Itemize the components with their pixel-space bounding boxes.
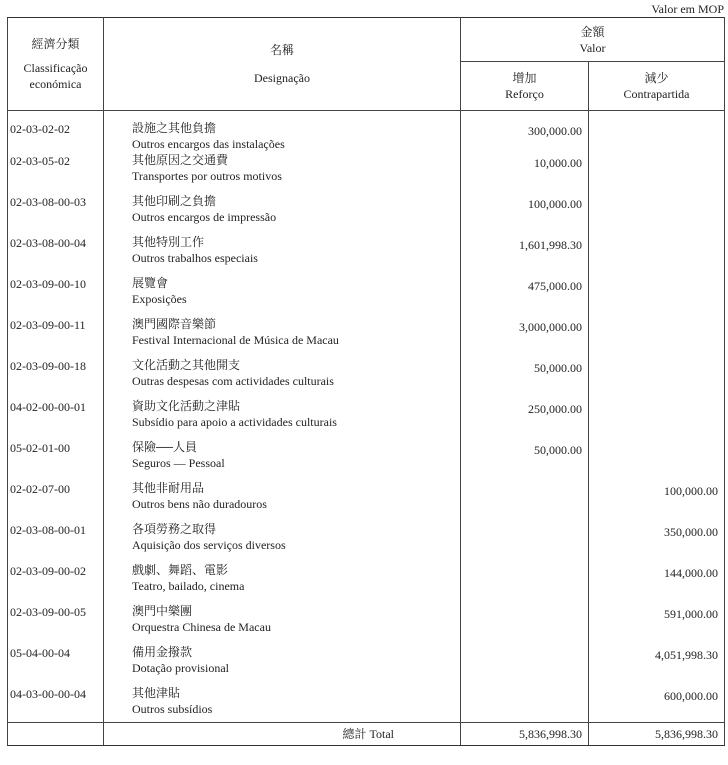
table-row — [8, 193, 725, 234]
table-row — [8, 439, 725, 480]
row-code: 02-03-09-00-05 — [10, 605, 86, 619]
row-decrease — [589, 357, 718, 360]
header-decrease — [589, 62, 725, 111]
row-code: 04-03-00-00-04 — [10, 687, 86, 701]
row-designation-cell — [104, 193, 461, 234]
total-blank-cell — [8, 723, 104, 746]
row-decrease — [589, 120, 718, 123]
row-increase: 10,000.00 — [534, 156, 582, 170]
row-designation-zh: 澳門國際音樂節 — [132, 317, 217, 331]
header-amount-zh: 金額 — [580, 24, 605, 39]
table-row — [8, 152, 725, 193]
row-code: 02-03-05-02 — [10, 154, 70, 168]
row-designation-zh: 資助文化活動之津貼 — [132, 399, 241, 413]
row-designation-cell — [104, 111, 461, 153]
row-designation-zh: 備用金撥款 — [132, 645, 193, 659]
row-code-cell — [8, 603, 104, 644]
row-designation-pt: Subsídio para apoio a actividades culturais — [132, 415, 337, 429]
header-increase-zh: 增加 — [512, 71, 537, 85]
row-increase-cell — [461, 439, 589, 480]
row-code-cell — [8, 521, 104, 562]
row-designation-zh: 其他原因之交通費 — [132, 153, 229, 167]
row-increase: 300,000.00 — [528, 124, 582, 138]
row-increase: 475,000.00 — [528, 279, 582, 293]
row-increase — [461, 480, 582, 483]
row-decrease-cell — [589, 152, 725, 193]
total-label: 總計 Total — [104, 723, 461, 746]
header-classification-pt: Classificação económica — [23, 61, 88, 91]
row-designation-pt: Outros trabalhos especiais — [132, 251, 258, 265]
row-designation-cell — [104, 316, 461, 357]
row-code-cell — [8, 193, 104, 234]
row-designation-cell — [104, 234, 461, 275]
row-designation-pt: Outros encargos de impressão — [132, 210, 277, 224]
row-designation-zh: 展覽會 — [132, 276, 169, 290]
row-designation-cell — [104, 398, 461, 439]
row-decrease — [589, 439, 718, 442]
row-designation-cell — [104, 521, 461, 562]
row-decrease-cell — [589, 521, 725, 562]
row-code: 02-03-08-00-04 — [10, 236, 86, 250]
row-code: 02-02-07-00 — [10, 482, 70, 496]
row-decrease-cell — [589, 398, 725, 439]
row-designation-pt: Transportes por outros motivos — [132, 169, 282, 183]
row-increase — [461, 685, 582, 688]
row-designation-zh: 文化活動之其他開支 — [132, 358, 241, 372]
row-decrease-cell — [589, 111, 725, 153]
row-increase-cell — [461, 480, 589, 521]
row-designation-pt: Dotação provisional — [132, 661, 229, 675]
row-increase: 1,601,998.30 — [519, 238, 582, 252]
row-designation-pt: Outros encargos das instalações — [132, 137, 285, 151]
currency-unit-note: Valor em MOP — [651, 2, 724, 16]
row-code-cell — [8, 644, 104, 685]
row-decrease-cell — [589, 234, 725, 275]
row-decrease-cell — [589, 439, 725, 480]
row-designation-zh: 其他津貼 — [132, 686, 181, 700]
row-increase: 100,000.00 — [528, 197, 582, 211]
row-designation-pt: Exposições — [132, 292, 187, 306]
total-decrease: 5,836,998.30 — [589, 723, 725, 746]
row-decrease-cell — [589, 275, 725, 316]
row-designation-zh: 設施之其他負擔 — [132, 121, 217, 135]
row-code-cell — [8, 398, 104, 439]
row-code-cell — [8, 439, 104, 480]
row-decrease-cell — [589, 480, 725, 521]
row-increase — [461, 562, 582, 565]
header-decrease-zh: 減少 — [644, 71, 669, 85]
row-increase — [461, 603, 582, 606]
row-designation-cell — [104, 644, 461, 685]
row-designation-zh: 各項勞務之取得 — [132, 522, 217, 536]
row-decrease — [589, 275, 718, 278]
row-increase-cell — [461, 316, 589, 357]
row-designation-pt: Outros subsídios — [132, 702, 213, 716]
table-row — [8, 398, 725, 439]
row-designation-pt: Outras despesas com actividades culturais — [132, 374, 334, 388]
header-increase — [461, 62, 589, 111]
row-decrease-cell — [589, 562, 725, 603]
row-decrease-cell — [589, 644, 725, 685]
row-decrease: 4,051,998.30 — [655, 648, 718, 662]
table-row — [8, 275, 725, 316]
row-increase-cell — [461, 685, 589, 723]
row-decrease: 144,000.00 — [664, 566, 718, 580]
row-increase: 3,000,000.00 — [519, 320, 582, 334]
row-designation-pt: Orquestra Chinesa de Macau — [132, 620, 271, 634]
row-designation-cell — [104, 439, 461, 480]
row-decrease: 591,000.00 — [664, 607, 718, 621]
row-code: 02-03-09-00-02 — [10, 564, 86, 578]
row-increase-cell — [461, 644, 589, 685]
table-row — [8, 316, 725, 357]
row-designation-zh: 其他非耐用品 — [132, 481, 205, 495]
row-increase-cell — [461, 603, 589, 644]
row-designation-pt: Teatro, bailado, cinema — [132, 579, 245, 593]
row-code-cell — [8, 480, 104, 521]
table-row — [8, 111, 725, 153]
row-designation-cell — [104, 357, 461, 398]
row-decrease-cell — [589, 603, 725, 644]
row-designation-zh: 保險──人員 — [132, 440, 198, 454]
row-increase-cell — [461, 398, 589, 439]
row-designation-cell — [104, 685, 461, 723]
header-classification-zh: 經濟分類 — [31, 37, 80, 51]
row-code: 02-03-09-00-10 — [10, 277, 86, 291]
row-designation-pt: Aquisição dos serviços diversos — [132, 538, 286, 552]
row-decrease — [589, 152, 718, 155]
header-decrease-pt: Contrapartida — [623, 87, 690, 101]
row-code: 04-02-00-00-01 — [10, 400, 86, 414]
row-decrease: 100,000.00 — [664, 484, 718, 498]
row-code: 05-02-01-00 — [10, 441, 70, 455]
row-code-cell — [8, 275, 104, 316]
row-designation-zh: 澳門中樂團 — [132, 604, 193, 618]
row-increase — [461, 521, 582, 524]
table-row — [8, 603, 725, 644]
row-increase: 50,000.00 — [534, 443, 582, 457]
row-code-cell — [8, 111, 104, 153]
row-increase-cell — [461, 521, 589, 562]
row-code-cell — [8, 685, 104, 723]
table-row — [8, 357, 725, 398]
header-designation-pt: Designação — [254, 71, 310, 85]
row-code-cell — [8, 234, 104, 275]
row-code: 02-03-02-02 — [10, 122, 70, 136]
row-decrease: 600,000.00 — [664, 689, 718, 703]
row-decrease-cell — [589, 357, 725, 398]
row-code: 02-03-09-00-11 — [10, 318, 86, 332]
budget-table — [7, 17, 725, 746]
row-increase: 250,000.00 — [528, 402, 582, 416]
row-increase-cell — [461, 275, 589, 316]
row-designation-pt: Seguros — Pessoal — [132, 456, 225, 470]
table-row — [8, 234, 725, 275]
row-decrease-cell — [589, 685, 725, 723]
row-code: 02-03-08-00-03 — [10, 195, 86, 209]
row-code-cell — [8, 357, 104, 398]
row-decrease: 350,000.00 — [664, 525, 718, 539]
row-increase-cell — [461, 562, 589, 603]
row-designation-zh: 戲劇、舞蹈、電影 — [132, 563, 229, 577]
header-designation — [104, 18, 461, 111]
row-decrease-cell — [589, 193, 725, 234]
table-row — [8, 480, 725, 521]
row-decrease — [589, 234, 718, 237]
row-designation-cell — [104, 152, 461, 193]
table-row — [8, 685, 725, 723]
row-code: 02-03-09-00-18 — [10, 359, 86, 373]
row-designation-zh: 其他印刷之負擔 — [132, 194, 217, 208]
header-classification — [8, 18, 104, 111]
row-code-cell — [8, 316, 104, 357]
row-code: 05-04-00-04 — [10, 646, 70, 660]
row-designation-cell — [104, 603, 461, 644]
row-increase-cell — [461, 111, 589, 153]
row-designation-zh: 其他特別工作 — [132, 235, 205, 249]
row-code-cell — [8, 562, 104, 603]
total-increase: 5,836,998.30 — [461, 723, 589, 746]
row-increase-cell — [461, 357, 589, 398]
row-increase-cell — [461, 152, 589, 193]
row-decrease-cell — [589, 316, 725, 357]
row-designation-pt: Outros bens não duradouros — [132, 497, 267, 511]
row-decrease — [589, 316, 718, 319]
header-amount-pt: Valor — [579, 40, 606, 55]
header-amount — [461, 18, 725, 62]
table-row — [8, 521, 725, 562]
header-designation-zh: 名稱 — [269, 43, 294, 57]
row-designation-cell — [104, 480, 461, 521]
row-code-cell — [8, 152, 104, 193]
table-row — [8, 644, 725, 685]
row-increase-cell — [461, 234, 589, 275]
row-increase — [461, 644, 582, 647]
row-designation-pt: Festival Internacional de Música de Macau — [132, 333, 339, 347]
row-increase: 50,000.00 — [534, 361, 582, 375]
table-row — [8, 562, 725, 603]
row-decrease — [589, 193, 718, 196]
header-increase-pt: Reforço — [505, 87, 544, 101]
row-code: 02-03-08-00-01 — [10, 523, 86, 537]
row-designation-cell — [104, 562, 461, 603]
row-increase-cell — [461, 193, 589, 234]
row-decrease — [589, 398, 718, 401]
row-designation-cell — [104, 275, 461, 316]
